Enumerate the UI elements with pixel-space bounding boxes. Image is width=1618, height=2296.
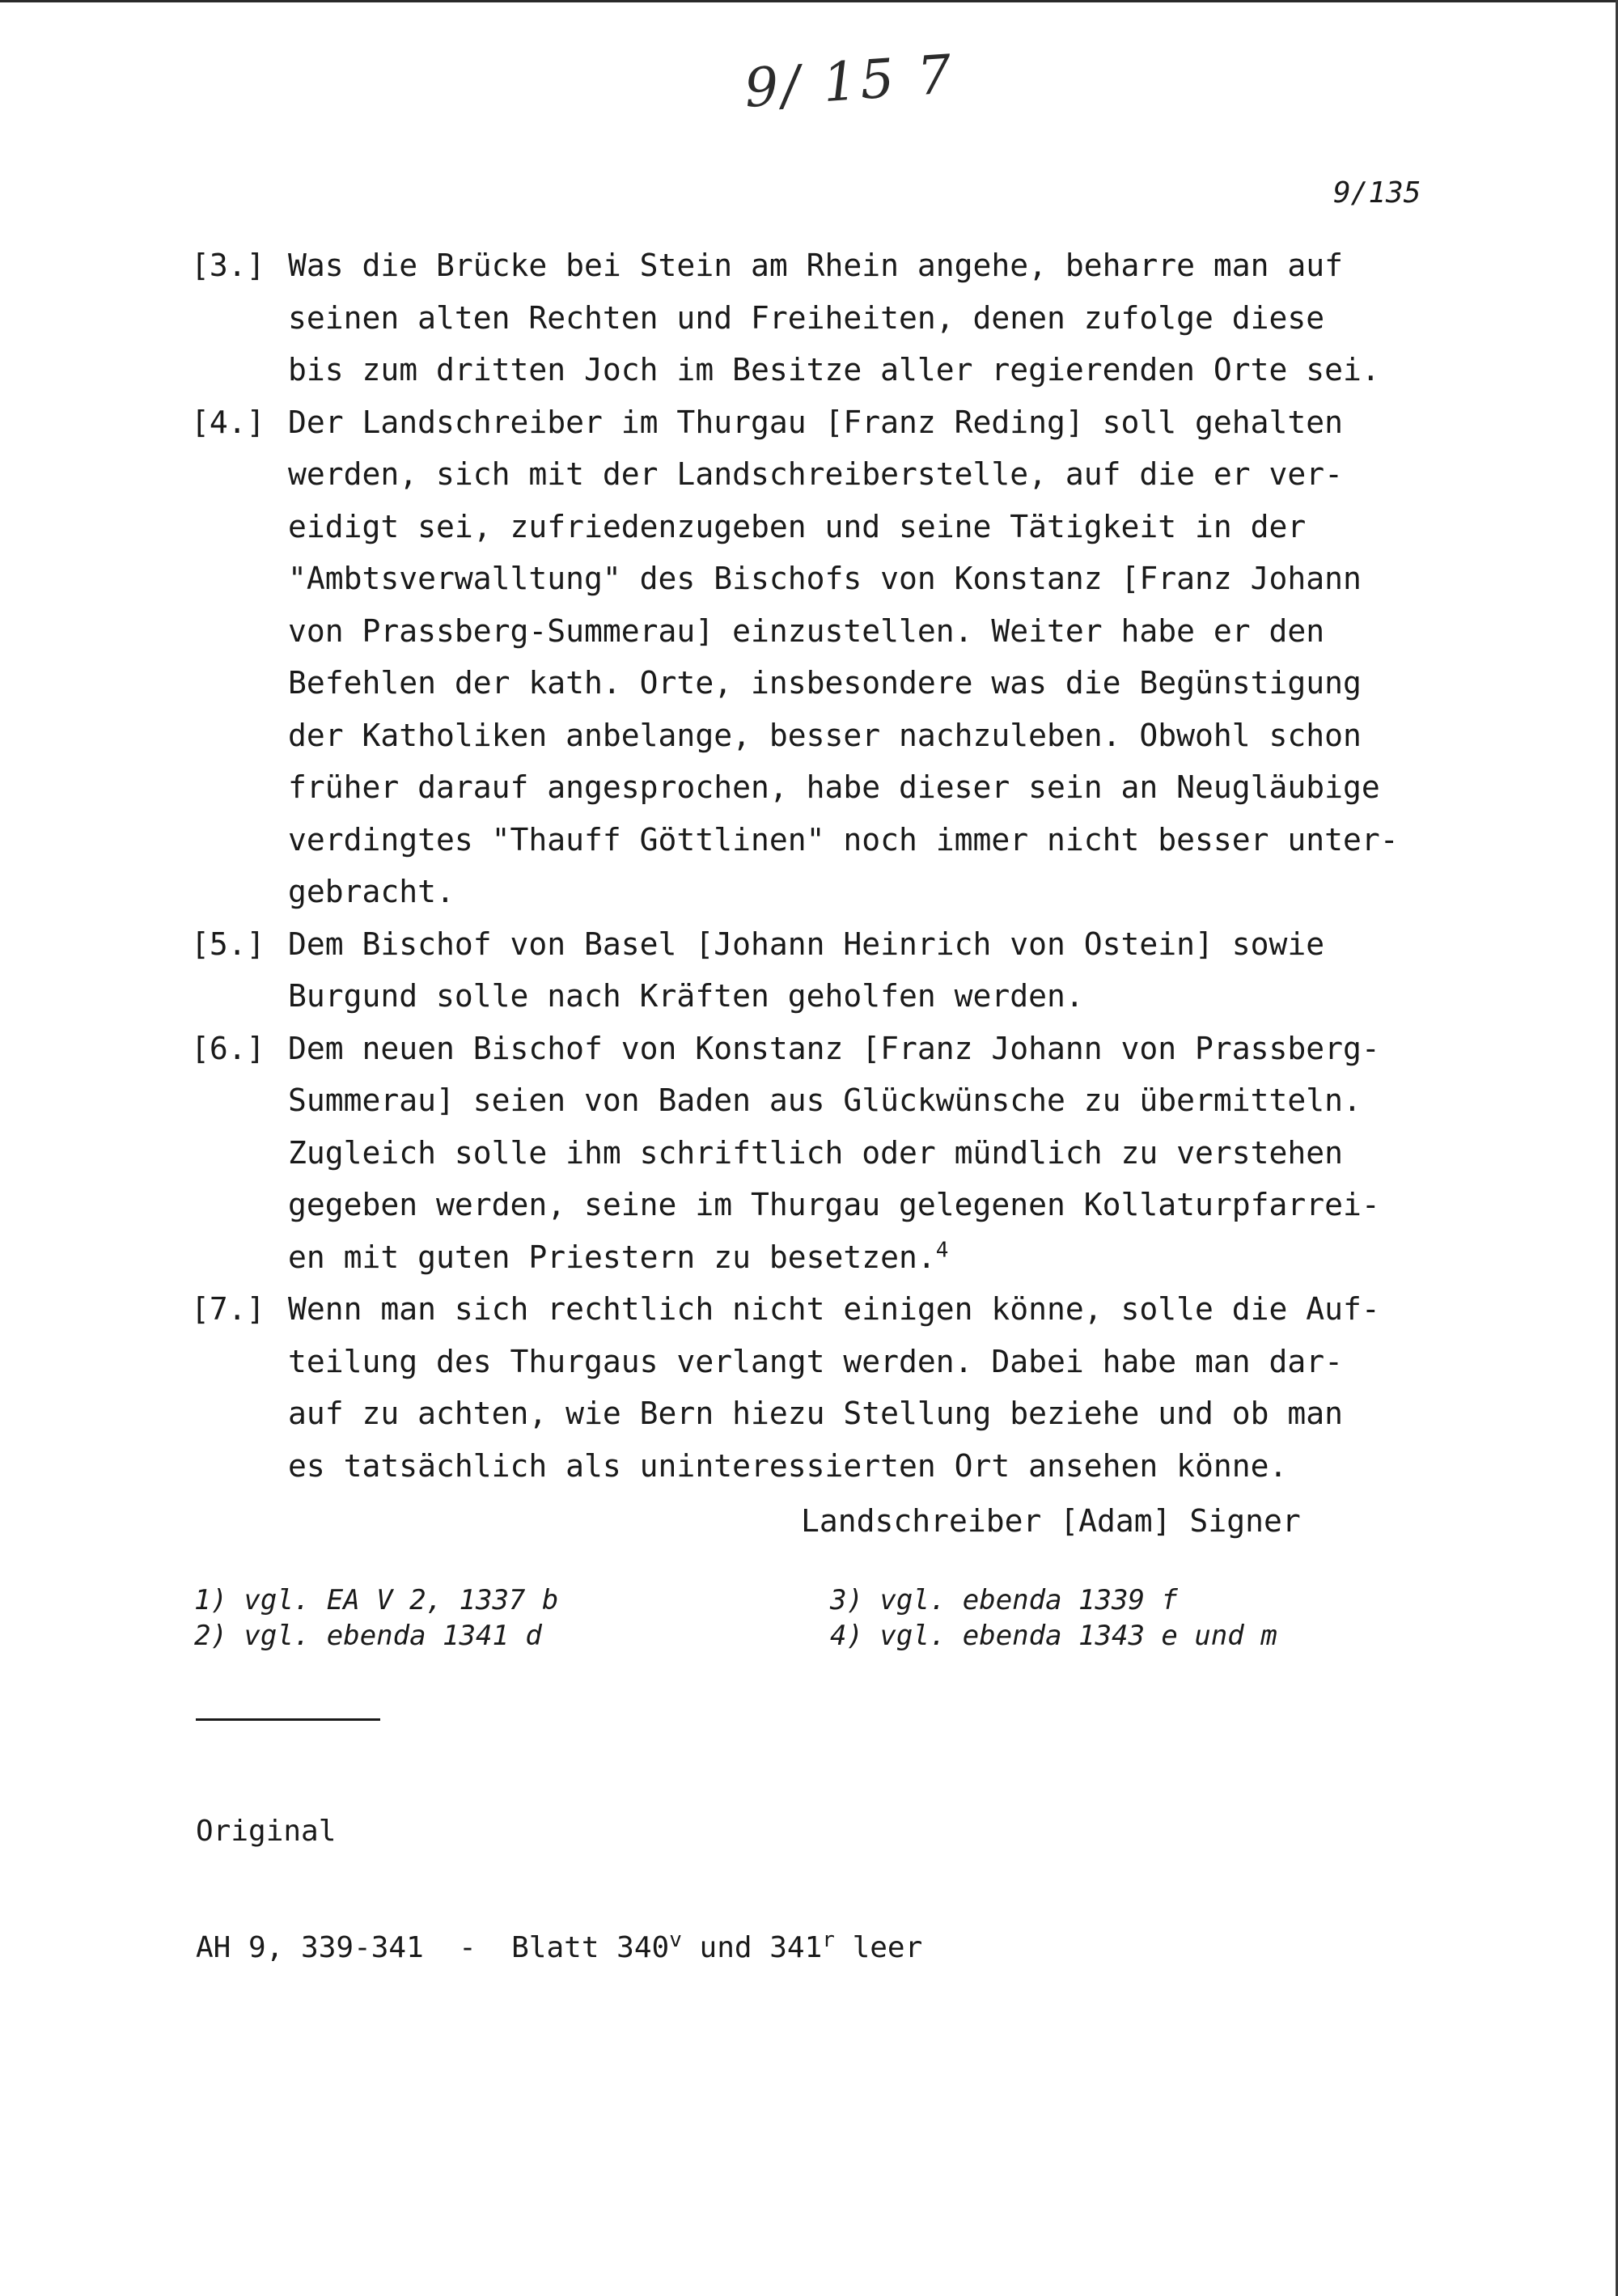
page-number: 9/135 bbox=[1333, 176, 1421, 210]
footnote-3: 3) vgl. ebenda 1339 f bbox=[830, 1584, 1178, 1616]
text-line: bis zum dritten Joch im Besitze aller regierenden Orte sei. bbox=[288, 352, 1380, 388]
text-line: Burgund solle nach Kräften geholfen werden. bbox=[288, 978, 1084, 1014]
item-text bbox=[288, 1283, 1485, 1492]
text-line bbox=[288, 1231, 1485, 1284]
footnote-reference: 4 bbox=[935, 1237, 949, 1262]
text-line: seinen alten Rechten und Freiheiten, denen zufolge diese bbox=[288, 299, 1325, 336]
handwritten-archive-mark: 9/ 15 7 bbox=[742, 43, 957, 120]
footnote-4: 4) vgl. ebenda 1343 e und m bbox=[830, 1620, 1277, 1652]
text-line: Dem neuen Bischof von Konstanz [Franz Johann von Prassberg- bbox=[288, 1030, 1380, 1066]
item-number: [3.] bbox=[191, 248, 265, 283]
source-line bbox=[196, 1929, 922, 1968]
text-line: verdingtes "Thauff Göttlinen" noch immer nicht besser unter- bbox=[288, 821, 1399, 858]
item-7 bbox=[191, 1283, 1485, 1492]
text-line: Der Landschreiber im Thurgau [Franz Reding] soll gehalten bbox=[288, 404, 1344, 440]
item-3 bbox=[191, 239, 1485, 396]
source-reference bbox=[196, 1735, 922, 2045]
item-5 bbox=[191, 918, 1485, 1023]
verso-mark: v bbox=[669, 1928, 682, 1952]
text-line: Befehlen der kath. Orte, insbesondere was die Begünstigung bbox=[288, 665, 1362, 701]
footnote-divider bbox=[196, 1718, 380, 1721]
footnote-2: 2) vgl. ebenda 1341 d bbox=[194, 1620, 542, 1652]
item-text bbox=[288, 396, 1485, 918]
text-line: Was die Brücke bei Stein am Rhein angehe, beharre man auf bbox=[288, 248, 1344, 283]
text-line: auf zu achten, wie Bern hiezu Stellung beziehe und ob man bbox=[288, 1396, 1344, 1431]
text-line: Zugleich solle ihm schriftlich oder mündlich zu verstehen bbox=[288, 1134, 1344, 1171]
text-line: von Prassberg-Summerau] einzustellen. Weiter habe er den bbox=[288, 612, 1325, 649]
item-text bbox=[288, 239, 1485, 396]
item-number: [7.] bbox=[191, 1291, 265, 1327]
text-line: werden, sich mit der Landschreiberstelle, auf die er ver- bbox=[288, 456, 1344, 492]
signature: Landschreiber [Adam] Signer bbox=[801, 1503, 1301, 1539]
text-line: Wenn man sich rechtlich nicht einigen könne, solle die Auf- bbox=[288, 1291, 1380, 1327]
source-end: leer bbox=[834, 1931, 923, 1964]
item-text bbox=[288, 1023, 1485, 1284]
source-label: Original bbox=[196, 1815, 337, 1848]
text-line: eidigt sei, zufriedenzugeben und seine Tätigkeit in der bbox=[288, 508, 1307, 544]
source-ref: AH 9, 339-341 - Blatt 340 bbox=[196, 1931, 670, 1964]
text-line: der Katholiken anbelange, besser nachzuleben. Obwohl schon bbox=[288, 717, 1362, 753]
item-6 bbox=[191, 1023, 1485, 1284]
text-line: gebracht. bbox=[288, 874, 455, 909]
item-text bbox=[288, 918, 1485, 1023]
item-number: [5.] bbox=[191, 926, 265, 962]
text-line: teilung des Thurgaus verlangt werden. Dabei habe man dar- bbox=[288, 1343, 1344, 1379]
line-text: en mit guten Priestern zu besetzen. bbox=[288, 1239, 936, 1275]
item-list bbox=[191, 239, 1485, 1492]
item-number: [6.] bbox=[191, 1030, 265, 1066]
text-line: es tatsächlich als uninteressierten Ort ansehen könne. bbox=[288, 1447, 1288, 1484]
scan-top-edge bbox=[0, 0, 1618, 2]
source-mid: und 341 bbox=[681, 1931, 823, 1964]
text-line: früher darauf angesprochen, habe dieser sein an Neugläubige bbox=[288, 769, 1380, 805]
text-line: "Ambtsverwalltung" des Bischofs von Konstanz [Franz Johann bbox=[288, 561, 1362, 596]
text-line: Summerau] seien von Baden aus Glückwünsche zu übermitteln. bbox=[288, 1082, 1362, 1118]
text-line: Dem Bischof von Basel [Johann Heinrich von Ostein] sowie bbox=[288, 926, 1325, 962]
item-4 bbox=[191, 396, 1485, 918]
item-number: [4.] bbox=[191, 404, 265, 440]
text-line: gegeben werden, seine im Thurgau gelegenen Kollaturpfarrei- bbox=[288, 1187, 1380, 1222]
recto-mark: r bbox=[822, 1928, 835, 1952]
footnote-1: 1) vgl. EA V 2, 1337 b bbox=[194, 1584, 559, 1616]
